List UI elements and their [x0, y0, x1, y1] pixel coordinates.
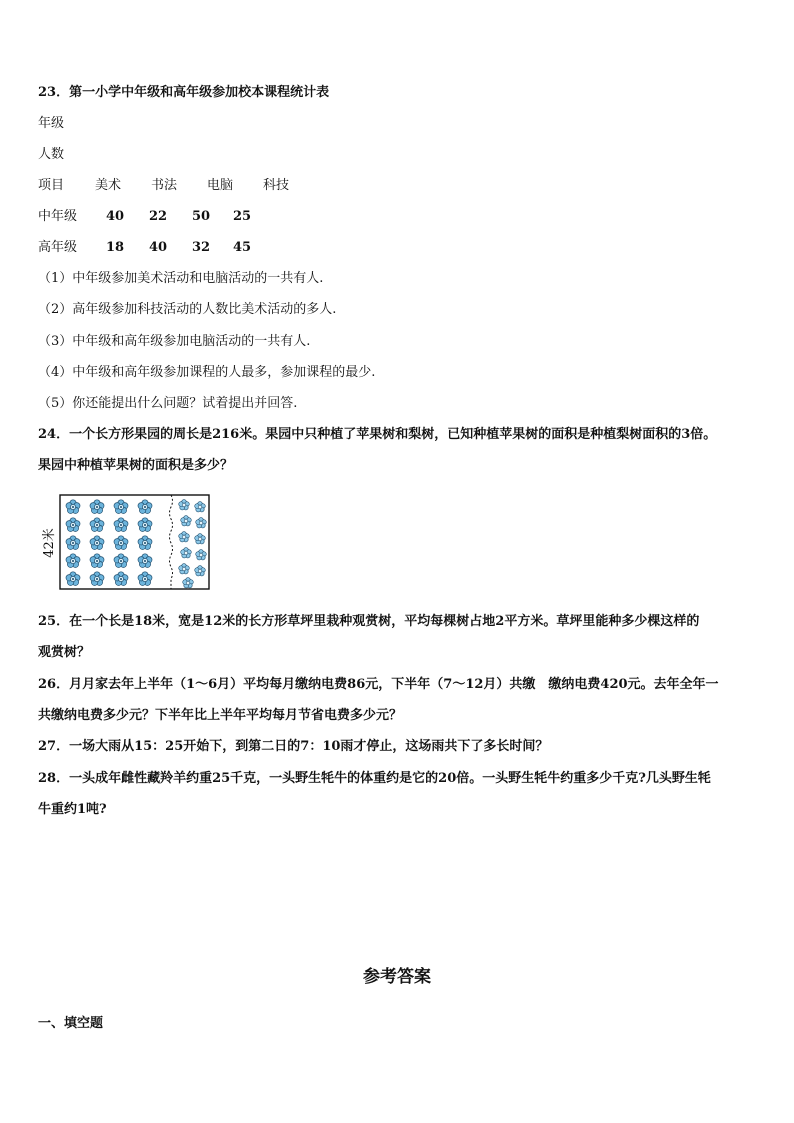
q23-header-line2: 人数 [38, 147, 65, 162]
q24-line1: 24．一个长方形果园的周长是216米。果园中只种植了苹果树和梨树，已知种植苹果树的面积是种植梨树面积的3倍。 [38, 427, 717, 442]
q23-col-science: 科技 [263, 178, 290, 193]
answer-section-fill-blank: 一、填空题 [38, 1016, 104, 1031]
q23-col-calligraphy: 书法 [151, 178, 178, 193]
q23-col-item: 项目 [38, 178, 65, 193]
q23-sub-4: （4）中年级和高年级参加课程的人最多，参加课程的最少. [38, 365, 376, 380]
q23-col-computer: 电脑 [207, 178, 234, 193]
q28-line1: 28．一头成年雌性藏羚羊约重25千克，一头野生牦牛的体重约是它的20倍。一头野生牦牛约重多少千克?几头野生牦 [38, 771, 711, 786]
q23-cell: 22 [149, 209, 168, 224]
q23-cell: 40 [106, 209, 125, 224]
orchard-figure [38, 493, 218, 593]
q27-line1: 27．一场大雨从15：25开始下，到第二日的7：10雨才停止，这场雨共下了多长时间？ [38, 739, 549, 754]
q23-cell: 25 [233, 209, 252, 224]
q23-row-label: 高年级 [38, 240, 78, 255]
q26-line1: 26．月月家去年上半年（1～6月）平均每月缴纳电费86元，下半年（7～12月）共缴 缴纳电费420元。去年全年一 [38, 677, 719, 692]
q25-line1: 25．在一个长是18米，宽是12米的长方形草坪里栽种观赏树，平均每棵树占地2平方米。草坪里能种多少棵这样的 [38, 614, 700, 629]
q28-line2: 牛重约1吨? [38, 802, 107, 817]
q23-sub-1: （1）中年级参加美术活动和电脑活动的一共有人. [38, 271, 324, 286]
q23-cell: 45 [233, 240, 252, 255]
q23-cell: 40 [149, 240, 168, 255]
q23-cell: 50 [192, 209, 211, 224]
q23-sub-2: （2）高年级参加科技活动的人数比美术活动的多人. [38, 302, 337, 317]
q23-cell: 18 [106, 240, 125, 255]
q23-row-label: 中年级 [38, 209, 78, 224]
q23-header-line1: 年级 [38, 116, 65, 131]
figure-width-label: 42米 [42, 528, 57, 558]
q26-line2: 共缴纳电费多少元？下半年比上半年平均每月节省电费多少元？ [38, 708, 403, 723]
q23-col-art: 美术 [95, 178, 122, 193]
q23-title: 23．第一小学中年级和高年级参加校本课程统计表 [38, 85, 330, 100]
q23-sub-3: （3）中年级和高年级参加电脑活动的一共有人. [38, 334, 311, 349]
q24-line2: 果园中种植苹果树的面积是多少？ [38, 458, 234, 473]
q25-line2: 观赏树？ [38, 645, 91, 660]
q23-sub-5: （5）你还能提出什么问题？试着提出并回答. [38, 396, 298, 411]
q23-cell: 32 [192, 240, 211, 255]
answer-section-title: 参考答案 [363, 967, 431, 987]
